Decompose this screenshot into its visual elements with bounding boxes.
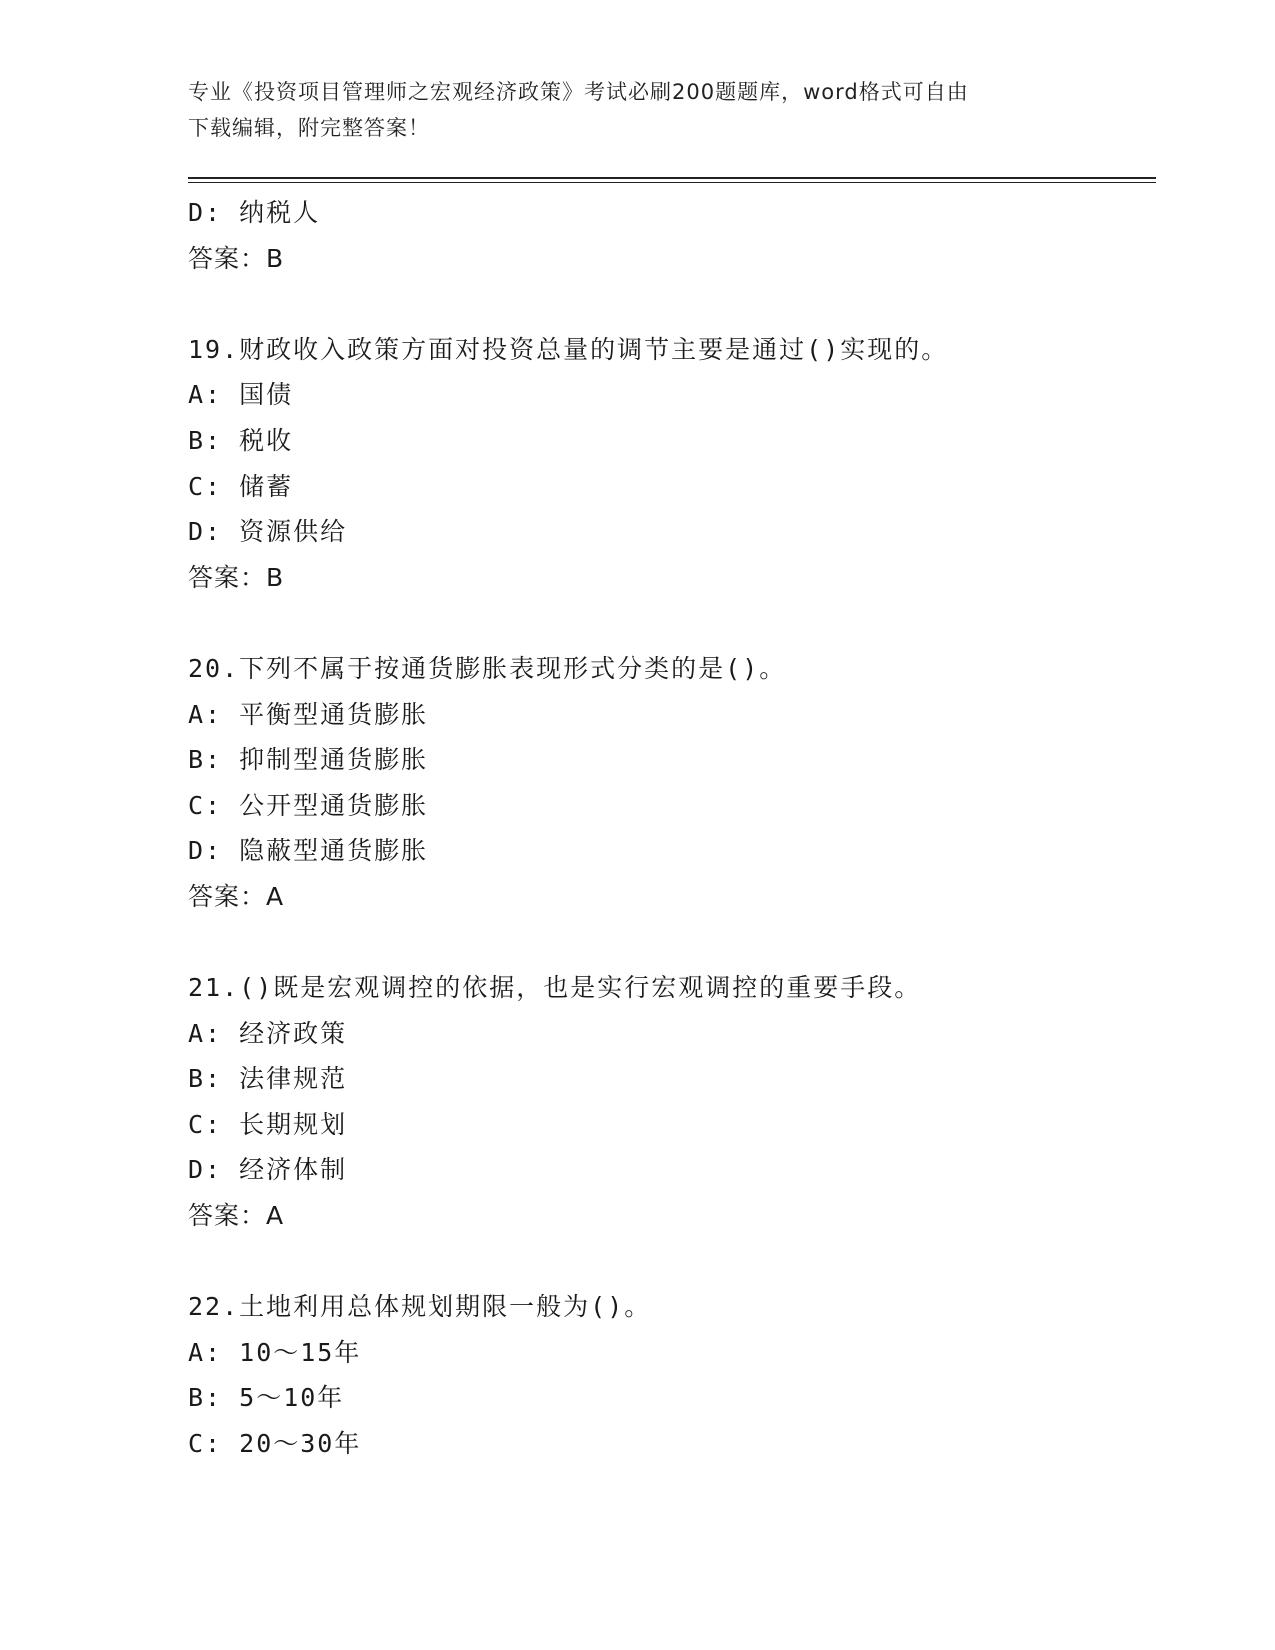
header-rule-thick xyxy=(188,177,1156,179)
option-c: C: 长期规划 xyxy=(188,1109,348,1139)
option-c: C: 储蓄 xyxy=(188,471,294,501)
question-block xyxy=(188,1284,1156,1466)
option-a: A: 经济政策 xyxy=(188,1018,348,1048)
document-header xyxy=(188,74,1088,146)
option-d: D: 隐蔽型通货膨胀 xyxy=(188,836,429,866)
option-a: A: 10～15年 xyxy=(188,1337,362,1367)
header-line-2: 下载编辑，附完整答案！ xyxy=(188,116,430,140)
question-stem: 22.土地利用总体规划期限一般为()。 xyxy=(188,1292,652,1322)
option-a: A: 国债 xyxy=(188,380,294,410)
question-block xyxy=(188,646,1156,920)
option-c: C: 公开型通货膨胀 xyxy=(188,790,429,820)
option-b: B: 税收 xyxy=(188,425,294,455)
option-a: A: 平衡型通货膨胀 xyxy=(188,699,429,729)
header-line-1: 专业《投资项目管理师之宏观经济政策》考试必刷200题题库，word格式可自由 xyxy=(188,80,969,104)
question-stem: 21.()既是宏观调控的依据，也是实行宏观调控的重要手段。 xyxy=(188,973,922,1003)
header-rule-thin xyxy=(188,182,1156,183)
answer-line: 答案：B xyxy=(188,562,285,592)
option-d: D: 资源供给 xyxy=(188,517,348,547)
spacer xyxy=(188,1239,1156,1285)
option-b: B: 抑制型通货膨胀 xyxy=(188,745,429,775)
spacer xyxy=(188,600,1156,646)
answer-line: 答案：A xyxy=(188,1201,285,1231)
question-stem: 19.财政收入政策方面对投资总量的调节主要是通过()实现的。 xyxy=(188,334,949,364)
answer-line: 答案：A xyxy=(188,881,285,911)
option-d: D: 经济体制 xyxy=(188,1155,348,1185)
question-block xyxy=(188,327,1156,601)
question-list xyxy=(188,190,1156,1467)
question-block xyxy=(188,965,1156,1239)
option-b: B: 法律规范 xyxy=(188,1064,348,1094)
option-d: D: 纳税人 xyxy=(188,198,321,227)
answer-line: 答案：B xyxy=(188,243,285,273)
option-b: B: 5～10年 xyxy=(188,1383,345,1413)
option-c: C: 20～30年 xyxy=(188,1429,362,1459)
spacer xyxy=(188,920,1156,966)
question-stem: 20.下列不属于按通货膨胀表现形式分类的是()。 xyxy=(188,653,787,683)
spacer xyxy=(188,281,1156,327)
